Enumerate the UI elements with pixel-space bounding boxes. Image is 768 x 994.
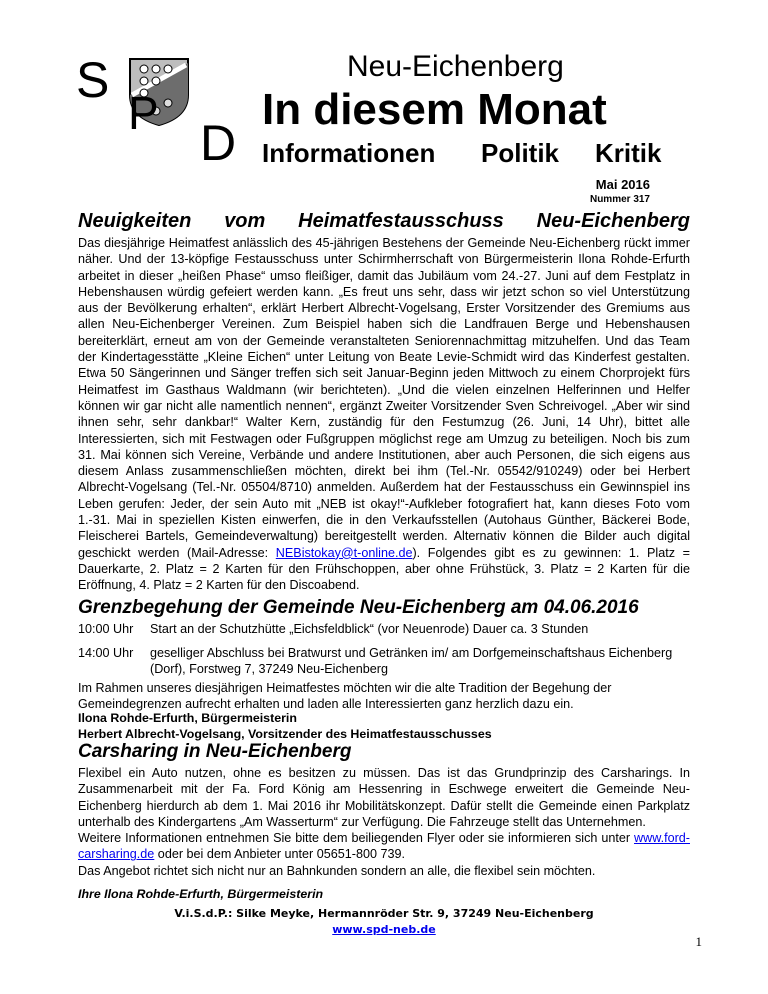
- page-title: In diesem Monat: [262, 85, 607, 134]
- issue-date: Mai 2016: [595, 177, 650, 192]
- logo-letter-d: D: [200, 115, 237, 171]
- article3-para2-text: Weitere Informationen entnehmen Sie bitte dem beiliegenden Flyer oder sie informieren sich unter: [78, 831, 635, 846]
- carsharing-link[interactable]: www.ford-carsharing.de: [78, 831, 690, 862]
- article1-headline: [78, 210, 690, 233]
- article1-text-end: ). Folgendes gibt es zu gewinnen: 1. Platz = Dauerkarte, 2. Platz = 2 Karten für den Frühschoppen, aber ohne Frühstück, 3. Platz = 2 Karten für die Eröffnung, 4. Platz = 2 Karten für den Discoabend.: [78, 545, 690, 593]
- article2-headline: Grenzbegehung der Gemeinde Neu-Eichenberg am 04.06.2016: [78, 597, 639, 618]
- subtitle-informationen: Informationen: [262, 138, 436, 168]
- article3-headline: Carsharing in Neu-Eichenberg: [78, 741, 352, 762]
- schedule-time: 14:00 Uhr: [78, 646, 134, 660]
- article3-body: [78, 765, 690, 879]
- logo-letter-p: P: [128, 87, 159, 139]
- article3-para3: Das Angebot richtet sich nicht nur an Bahnkunden sondern an alle, die flexibel sein möchten.: [78, 863, 596, 878]
- schedule-row: [78, 645, 690, 678]
- logo-letter-s: S: [76, 52, 110, 108]
- schedule-text: geselliger Abschluss bei Bratwurst und Getränken im/ am Dorfgemeinschaftshaus Eichenberg (Dorf), Forstweg 7, 37249 Neu-Eichenberg: [150, 646, 673, 677]
- website-link[interactable]: www.spd-neb.de: [332, 923, 436, 936]
- signature-mayor: Ilona Rohde-Erfurth, Bürgermeisterin: [78, 711, 297, 725]
- page-number: 1: [695, 934, 702, 949]
- imprint: V.i.S.d.P.: Silke Meyke, Hermannröder Str. 9, 37249 Neu-Eichenberg: [174, 907, 594, 920]
- schedule-row: [78, 621, 690, 637]
- article3-para1: Flexibel ein Auto nutzen, ohne es besitzen zu müssen. Das ist das Grundprinzip des Carsharings. In Zusammenarbeit mit der Fa. Ford König am Hessenring in Eschwege erweitert die Gemeinde Neu-Eichenberg hierdurch ab dem 1. Mai 2016 ihr Mobilitätskonzept. Dafür stellt die Gemeinde einen Parkplatz unterhalb des Kindergartens „Am Wasserturm“ zur Verfügung. Die Fahrzeuge stellt das Unternehmen.: [78, 766, 690, 829]
- website-link-wrap: [0, 922, 768, 937]
- headline-word: Neuigkeiten: [78, 210, 192, 232]
- article1-text: Das diesjährige Heimatfest anlässlich des 45-jährigen Bestehens der Gemeinde Neu-Eichenberg rückt immer näher. Und der 13-köpfige Festausschuss unter Schirmherrschaft von Bürgermeisterin Ilona Rohde-Erfurth arbeitet in dieser „heißen Phase“ umso fleißiger, damit das Jubiläum vom 24.-27. Juni auf dem Festplatz in Hebenshausen würdig gefeiert werden kann. „Es freut uns sehr, dass wir jetzt schon so viel Unterstützung aus der Bevölkerung erhalten“, erklärt Herbert Albrecht-Vogelsang, Erster Vorsitzender des Gremiums aus allen Neu-Eichenberger Vereinen. Zum Beispiel haben sich die Landfrauen Berge und Hebenshausen bereiterklärt, erneut am von der Gemeinde veranstalteten Seniorennachmittag mitzuhelfen. Und das Team der Kindertagesstätte „Kleine Eichen“ unter Leitung von Beate Levie-Schmidt wird das Kinderfest gestalten. Etwa 50 Sängerinnen und Sänger treffen sich seit Januar-Beginn jeden Mittwoch zu einem Chorprojekt fürs Heimatfest im Gasthaus Waldmann (wir berichteten). „Und die vielen einzelnen Helferinnen und Helfer können wir gar nicht alle namentlich nennen“, ergänzt Zweiter Vorsitzender Sven Schreivogel. „Aber wir sind ihnen sehr, sehr dankbar!“ Walter Kern, zuständig für den Festumzug (26. Juni, 14 Uhr), bittet alle Interessierten, sich mit Festwagen oder Fußgruppen möglichst rege am Umzug zu beteiligen. Noch bis zum 31. Mai können sich Vereine, Verbände und andere Institutionen, aber auch Personen, die sich eigens aus diesem Anlass zusammenschließen möchten, direkt bei ihm (Tel.-Nr. 05542/910249) oder bei Herbert Albrecht-Vogelsang (Tel.-Nr. 05504/8710) anmelden. Außerdem hat der Festausschuss ein Gewinnspiel ins Leben gerufen: Jeder, der sein Auto mit „NEB ist okay!“-Aufkleber fotografiert hat, kann dieses Foto vom 1.-31. Mai in speziellen Kisten einwerfen, die in den Verkaufsstellen (Autohaus Günther, Bäckerei Bode, Fleischerei Bartels, Gemeindeverwaltung) bereitgestellt werden. Alternativ können die Bilder auch digital geschickt werden (Mail-Adresse:: [78, 236, 690, 560]
- subtitle-kritik: Kritik: [595, 138, 662, 168]
- article3-para2-end: oder bei dem Anbieter unter 05651-800 739.: [154, 847, 405, 862]
- article1-body: [78, 235, 690, 594]
- signature-chair: Herbert Albrecht-Vogelsang, Vorsitzender des Heimatfestausschusses: [78, 727, 492, 741]
- article3-para2: [78, 830, 690, 863]
- subtitle-politik: Politik: [481, 138, 560, 168]
- email-link[interactable]: NEBistokay@t-online.de: [275, 545, 413, 560]
- issue-number: Nummer 317: [589, 194, 650, 205]
- headline-word: vom: [224, 210, 266, 232]
- schedule-time: 10:00 Uhr: [78, 622, 134, 636]
- headline-word: Neu-Eichenberg: [536, 210, 690, 232]
- article2-body: Im Rahmen unseres diesjährigen Heimatfestes möchten wir die alte Tradition der Begehung der Gemeindegrenzen aufrecht erhalten und laden alle Interessierten ganz herzlich dazu ein.: [78, 681, 612, 712]
- schedule-text: Start an der Schutzhütte „Eichsfeldblick“ (vor Neuenrode) Dauer ca. 3 Stunden: [150, 622, 589, 636]
- headline-word: Heimatfestausschuss: [298, 210, 504, 232]
- town-name: Neu-Eichenberg: [347, 50, 564, 83]
- article3-signature: Ihre Ilona Rohde-Erfurth, Bürgermeisterin: [78, 887, 324, 901]
